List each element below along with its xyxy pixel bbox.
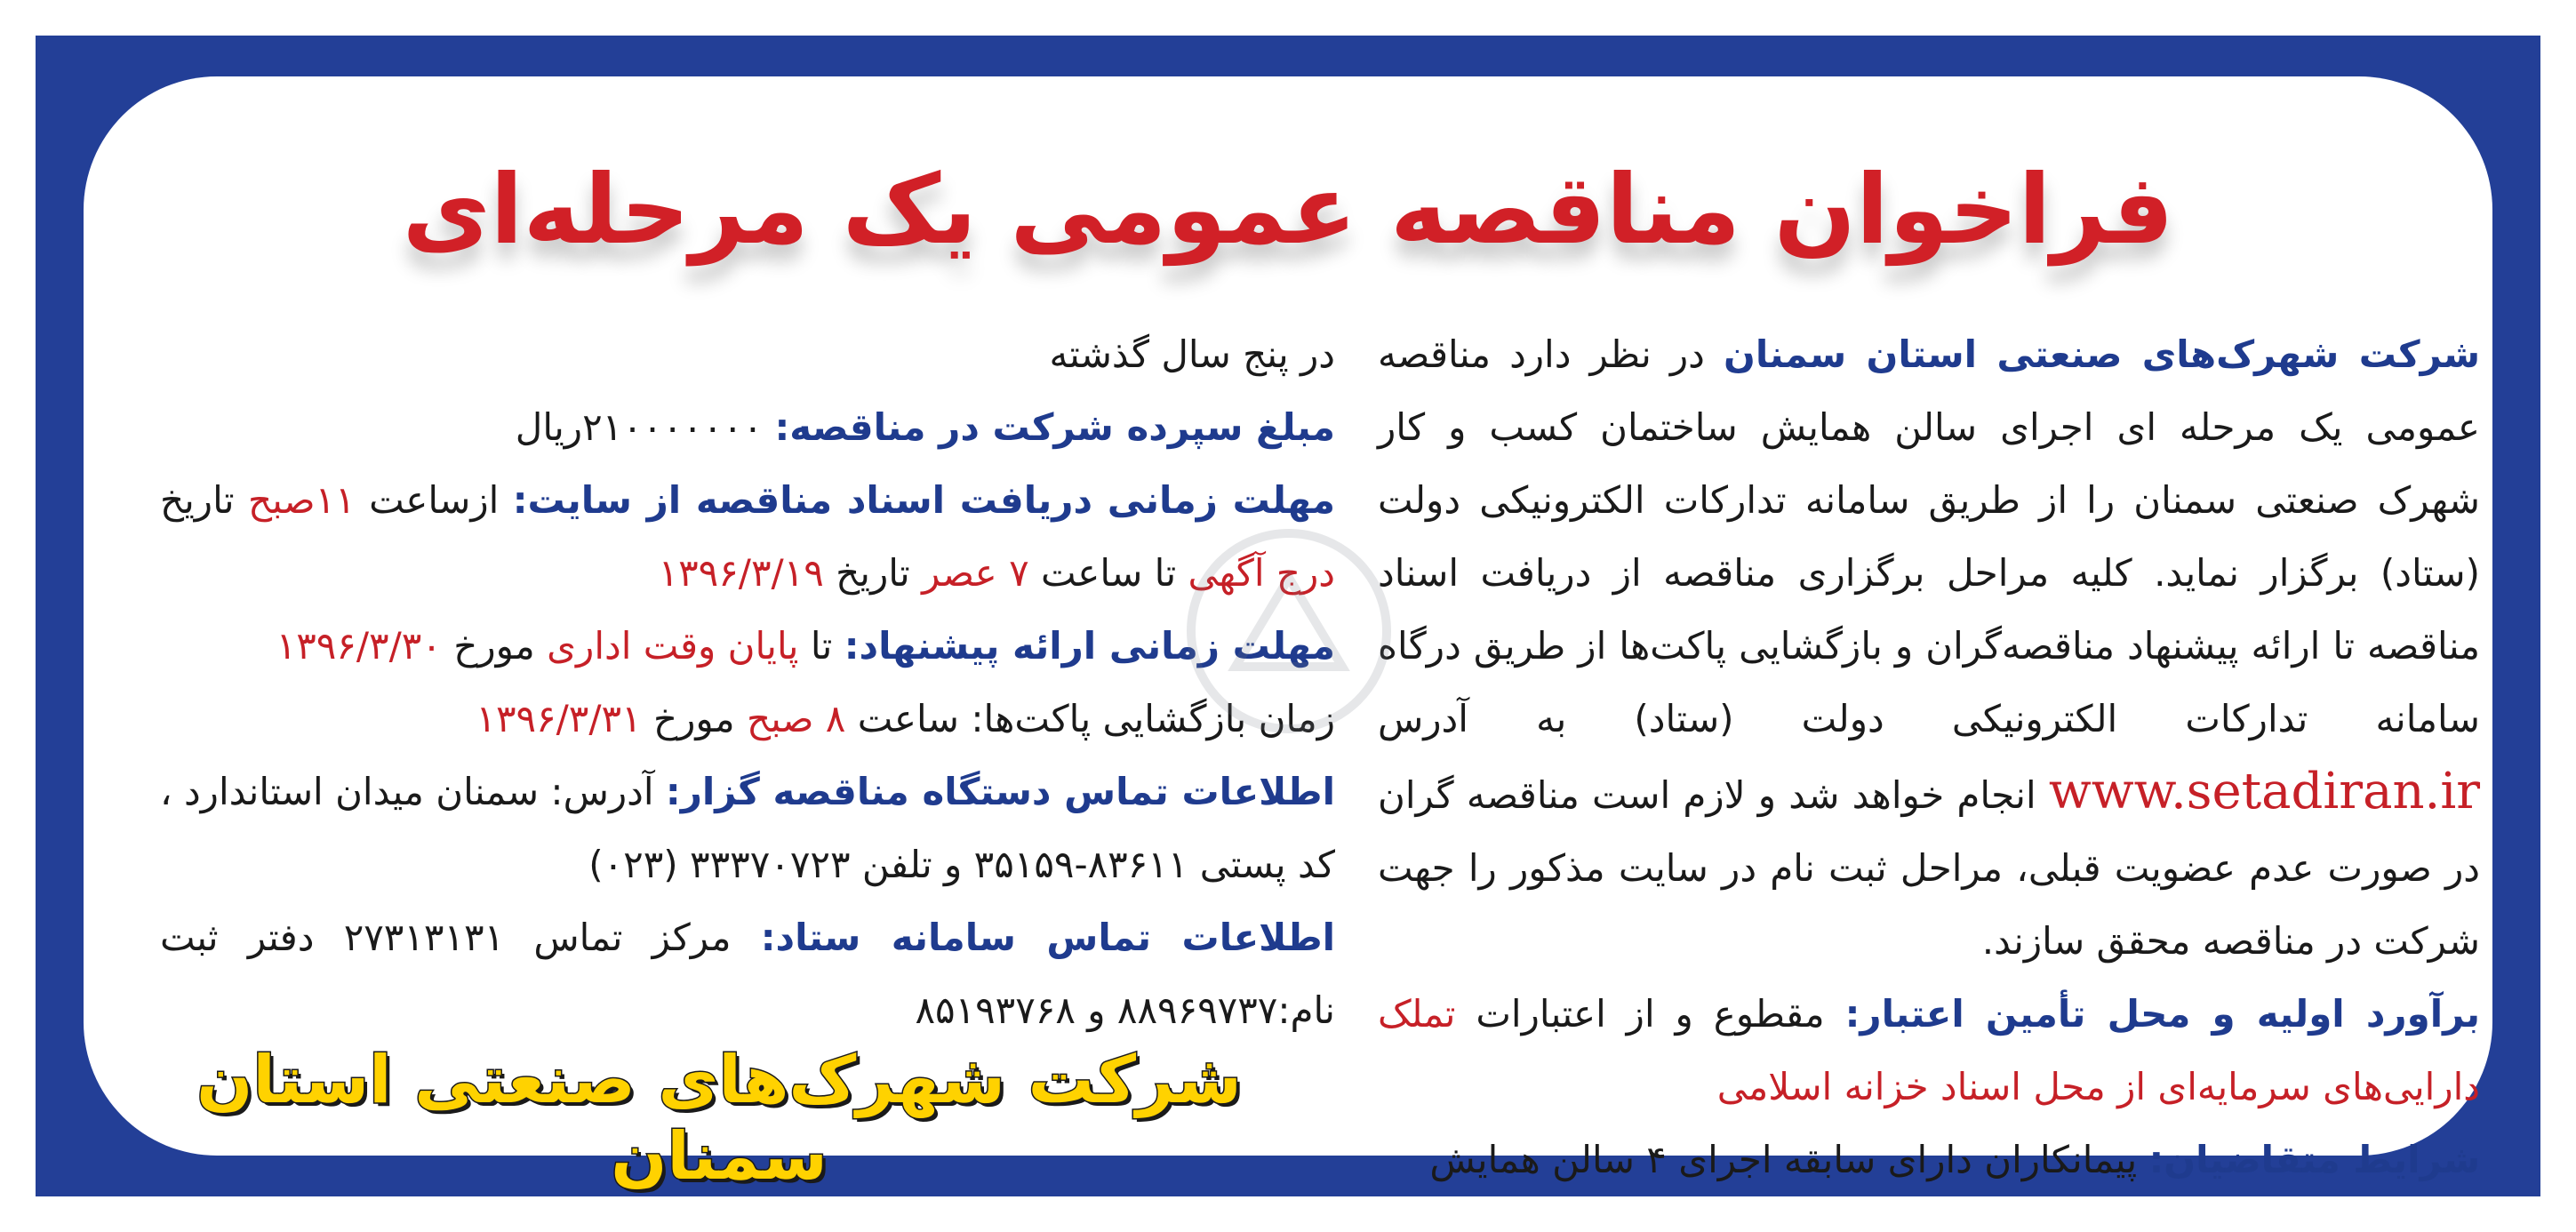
conditions-continued: در پنج سال گذشته (1049, 332, 1335, 376)
setad-contact-label: اطلاعات تماس سامانه ستاد: (760, 916, 1336, 959)
funding-source: تملک دارایی‌های سرمایه‌ای از محل اسناد خزانه اسلامی (1378, 992, 2480, 1108)
download-deadline-label: مهلت زمانی دریافت اسناد مناقصه از سایت: (512, 478, 1335, 522)
setad-url-link[interactable]: www.setadiran.ir (2048, 763, 2480, 820)
download-to-time: ۷ عصر (922, 551, 1029, 595)
contact-paragraph (160, 756, 1335, 901)
download-to: تا ساعت (1041, 551, 1177, 595)
company-name: شرکت شهرک‌های صنعتی استان سمنان (1723, 332, 2481, 376)
conditions-paragraph (1378, 1124, 2480, 1196)
download-to-date: ۱۳۹۶/۳/۱۹ (658, 551, 824, 595)
intro-text: در نظر دارد مناقصه عمومی یک مرحله ای اجرای سالن همایش ساختمان کسب و کار شهرک صنعتی سمنان را از طریق سامانه تدارکات الکترونیکی دولت (ستاد) برگزار نماید. کلیه مراحل برگزاری مناقصه از دریافت اسناد مناقصه تا ارائه پیشنهاد مناقصه‌گران و بازگشایی پاکت‌ها از طریق درگاه سامانه تدارکات الکترونیکی دولت (ستاد) به آدرس (1378, 332, 2480, 740)
right-column (1378, 318, 2480, 1196)
contact-label: اطلاعات تماس دستگاه مناقصه گزار: (665, 770, 1335, 813)
submit-deadline-label: مهلت زمانی ارائه پیشنهاد: (844, 624, 1335, 668)
funding-paragraph (1378, 978, 2480, 1124)
opening-date-prefix: مورخ (653, 697, 735, 740)
download-date-prefix: تاریخ (160, 478, 235, 522)
funding-label: برآورد اولیه و محل تأمین اعتبار: (1844, 992, 2481, 1036)
submit-date-prefix: مورخ (453, 624, 535, 668)
deposit-label: مبلغ سپرده شرکت در مناقصه: (774, 405, 1335, 449)
submit-deadline-paragraph (160, 610, 1335, 683)
submit-date: ۱۳۹۶/۳/۳۰ (276, 624, 442, 668)
setad-contact-text: مرکز تماس ۲۷۳۱۳۱۳۱ دفتر ثبت نام:۸۸۹۶۹۷۳۷ و ۸۵۱۹۳۷۶۸ (160, 916, 1335, 1032)
deposit-value: ۲۱۰۰۰۰۰۰۰ریال (515, 405, 764, 449)
intro-paragraph (1378, 318, 2480, 978)
submit-text: تا (810, 624, 833, 668)
download-from: ازساعت (369, 478, 500, 522)
left-column (160, 318, 1335, 1047)
opening-text: زمان بازگشایی پاکت‌ها: ساعت (857, 697, 1335, 740)
opening-paragraph (160, 683, 1335, 756)
conditions-label: شرایط متقاضیان: (2148, 1138, 2480, 1181)
contact-text: آدرس: سمنان میدان استاندارد ، کد پستی ۸۳۶۱۱-۳۵۱۵۹ و تلفن ۳۳۳۷۰۷۲۳ (۰۲۳) (160, 770, 1335, 886)
deposit-paragraph (160, 391, 1335, 464)
ad-title: فراخوان مناقصه عمومی یک مرحله‌ای (402, 155, 2174, 266)
conditions-text: پیمانکاران دارای سابقه اجرای ۴ سالن همایش (1429, 1138, 2138, 1181)
setad-contact-paragraph (160, 901, 1335, 1047)
ad-panel (84, 76, 2492, 1195)
opening-date: ۱۳۹۶/۳/۳۱ (476, 697, 642, 740)
opening-time: ۸ صبح (746, 697, 846, 740)
download-deadline-paragraph (160, 464, 1335, 610)
ad-frame (36, 36, 2540, 1196)
footer-company-name: شرکت شهرک‌های صنعتی استان سمنان (196, 1042, 1242, 1195)
download-to-date-prefix: تاریخ (836, 551, 910, 595)
intro-text-after-url: انجام خواهد شد و لازم است مناقصه گران در صورت عدم عضویت قبلی، مراحل ثبت نام در سایت مذکور را جهت شرکت در مناقصه محقق سازند. (1378, 773, 2480, 963)
download-from-time: ۱۱صبح (248, 478, 356, 522)
download-date: درج آگهی (1188, 551, 1335, 595)
funding-text: مقطوع و از اعتبارات (1476, 992, 1825, 1036)
submit-deadline: پایان وقت اداری (547, 624, 799, 668)
